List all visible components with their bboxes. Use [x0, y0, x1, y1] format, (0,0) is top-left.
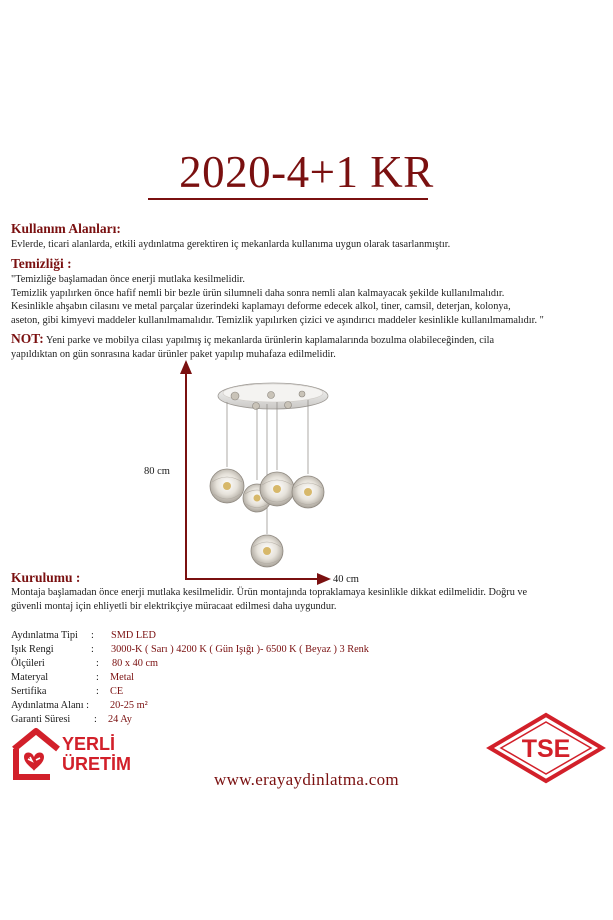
spec-value: CE: [110, 686, 124, 697]
spec-value: Metal: [110, 672, 135, 683]
cleaning-heading: Temizliği :: [11, 256, 72, 271]
width-label: 40 cm: [333, 574, 359, 585]
installation-line: Montaja başlamadan önce enerji mutlaka kesilmelidir. Ürün montajında topraklamaya kesinlikle dikkat edilmelidir. Doğru ve: [11, 587, 528, 598]
spec-value: 24 Ay: [108, 714, 132, 725]
installation-heading: Kurulumu :: [11, 570, 81, 585]
cleaning-line: Temizlik yapılırken önce hafif nemli bir bezle ürün silumneli daha sonra nemli alan kalmayacak şekilde kullanılmalıdır.: [11, 287, 505, 299]
spec-sep: :: [91, 630, 94, 641]
arrow-right-icon: [317, 573, 331, 585]
spec-key: Garanti Süresi: [11, 714, 71, 725]
chandelier-product-image: [205, 372, 335, 572]
spec-row: [11, 671, 491, 686]
spec-key: Işık Rengi: [11, 644, 54, 655]
usage-text: Evlerde, ticari alanlarda, etkili aydınlatma gerektiren iç mekanlarda kullanıma uygun olarak tasarlanmıştır.: [11, 239, 451, 250]
cleaning-line: aseton, gibi kimyevi maddeler kullanılmamalıdır. Temizlik yapılırken çizici ve aşındırıcı maddeler kesinlikle kullanılmamalıdır. ": [11, 314, 544, 326]
spec-sep: :: [96, 658, 99, 669]
spec-value: 80 x 40 cm: [112, 658, 159, 669]
spec-sep: :: [96, 672, 99, 683]
spec-key: Aydınlatma Tipi: [11, 630, 78, 641]
spec-value: 3000-K ( Sarı ) 4200 K ( Gün Işığı )- 6500 K ( Beyaz ) 3 Renk: [111, 644, 369, 655]
product-title: 2020-4+1 KR: [179, 147, 434, 197]
note-label: NOT:: [11, 331, 44, 346]
spec-row: [11, 699, 491, 714]
badge-line-1: YERLİ: [62, 734, 116, 754]
local-production-text: [62, 734, 131, 774]
website-url: www.erayaydinlatma.com: [214, 770, 399, 789]
usage-heading: Kullanım Alanları:: [11, 221, 121, 236]
installation-text: [11, 586, 613, 613]
spec-value: 20-25 m²: [110, 700, 148, 711]
badge-line-2: ÜRETİM: [62, 754, 131, 774]
spec-sep: :: [96, 686, 99, 697]
height-dimension-line: [185, 362, 187, 580]
note-line-2: yapıldıktan on gün sonrasına kadar ürünler paket yapılıp muhafaza edilmelidir.: [11, 348, 336, 360]
title-underline: [148, 198, 428, 200]
spec-row: [11, 685, 491, 700]
height-label: 80 cm: [144, 466, 170, 477]
cleaning-text: [11, 273, 613, 327]
width-dimension-line: [185, 578, 319, 580]
spec-row: [11, 629, 491, 644]
specs-table: [11, 629, 491, 729]
spec-row: [11, 713, 491, 728]
spec-row: [11, 643, 491, 658]
spec-key: Sertifika: [11, 686, 47, 697]
cleaning-line: "Temizliğe başlamadan önce enerji mutlaka kesilmelidir.: [11, 274, 245, 285]
tse-logo-text: TSE: [521, 735, 571, 763]
spec-value: SMD LED: [111, 630, 156, 641]
note-line-1: Yeni parke ve mobilya cilası yapılmış iç mekanlarda ürünlerin kaplamalarında bozulma olabileceğinden, cila: [45, 335, 495, 346]
arrow-up-icon: [180, 360, 192, 374]
spec-sep: :: [94, 714, 97, 725]
installation-line: güvenli montaj için ehliyetli bir elektrikçiye müracaat edilmesi daha uygundur.: [11, 600, 337, 612]
spec-row: [11, 657, 491, 672]
spec-key: Aydınlatma Alanı :: [11, 700, 89, 711]
spec-key: Ölçüleri: [11, 658, 45, 669]
note-block: [11, 332, 611, 361]
spec-sep: :: [91, 644, 94, 655]
spec-key: Materyal: [11, 672, 49, 683]
cleaning-line: Kesinlikle ahşabın cilasını ve metal parçalar üzerindeki kaplamayı deforme edecek alkol, tiner, camsil, deterjan, kolonya,: [11, 301, 511, 313]
